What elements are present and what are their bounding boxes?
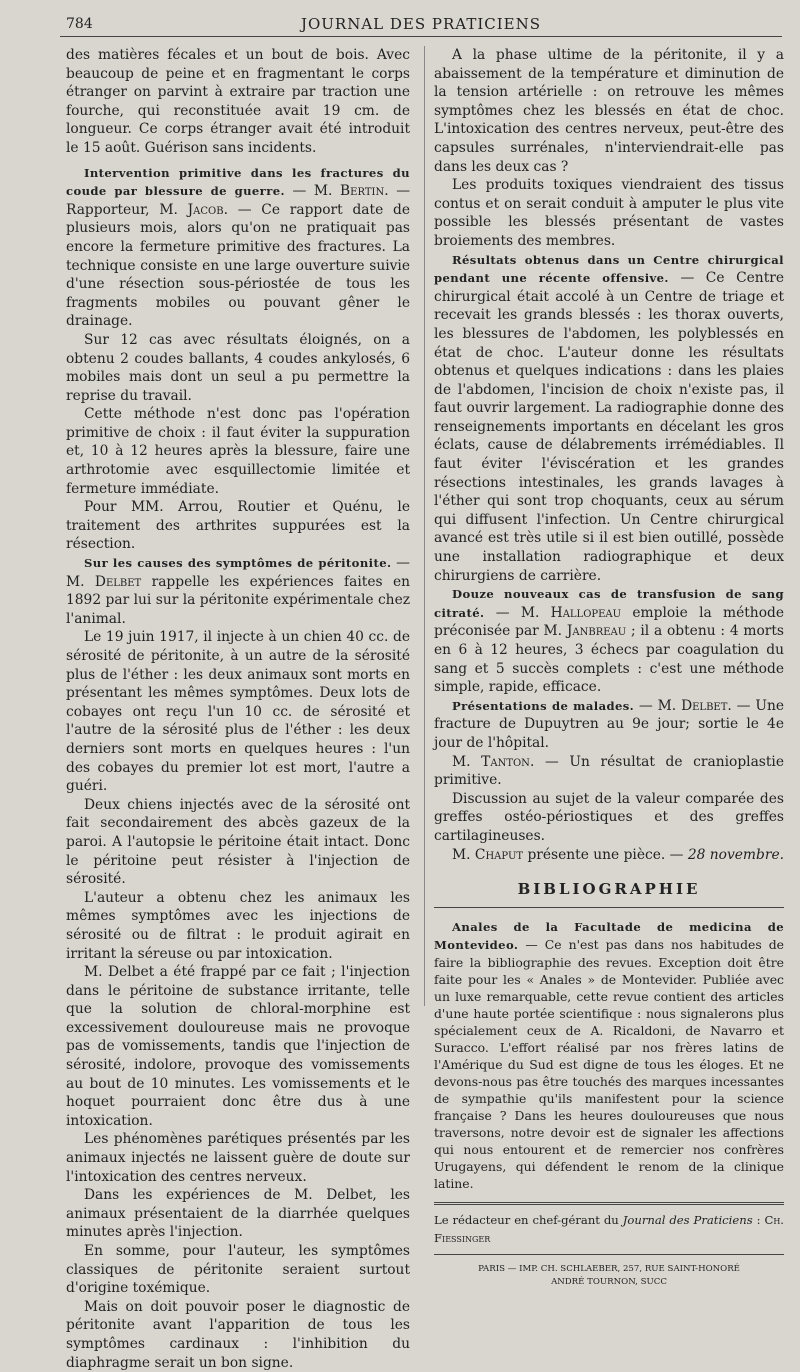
author-name: Jacob: [187, 201, 224, 218]
paragraph: Discussion au sujet de la valeur comparée des greffes ostéo-périostiques et des greffes cartilagineuses.: [434, 790, 784, 844]
author-name: Bertin: [340, 183, 385, 200]
paragraph: Le 19 juin 1917, il injecte à un chien 40 cc. de sérosité de péritonite, à un autre de la sérosité plus de l'éther : les deux animaux sont morts en présentant les mêmes symptômes. Deux lots de cobayes ont reçu l'un 10 cc. de sérosité et l'autre de la sérosité plus de l'éther : les deux derniers sont morts en quelques heures : l'un des cobayes du premier lot est mort, l'autre a guéri.: [66, 629, 410, 795]
paragraph: Sur les causes des symptômes de péritonite. — M. Delbet rappelle les expériences faites en 1892 par lui sur la péritonite expérimentale chez l'animal.: [66, 555, 410, 627]
paragraph: M. Chaput présente une pièce. — 28 novembre.: [452, 846, 784, 863]
imprint-line: PARIS — IMP. CH. SCHLAEBER, 257, RUE SAINT-HONORÉ: [478, 1263, 740, 1274]
author-name: Hallopeau: [550, 604, 622, 621]
imprint-line: ANDRÉ TOURNON, SUCC: [551, 1276, 667, 1287]
paragraph: Résultats obtenus dans un Centre chirurgical pendant une récente offensive. — Ce Centre chirurgical était accolé à un Centre de triage et recevait les grands blessés : les thorax ouverts, les blessures de l'abdomen, les polyblessés en état de choc. L'auteur donne les résultats obtenus et quelques indications : dans les plaies de l'abdomen, l'incision de choix n'existe pas, il faut ouvrir largement. La radiographie donne des renseignements importants en décelant les gros éclats, cause de délabrements irrémédiables. Il faut éviter l'éviscération et les grandes résections intestinales, les grands lavages à l'éther qui sont trop choquants, ceux au sérum qui diffusent l'infection. Un Centre chirurgical avancé est très utile si il est bien outillé, possède une installation radiographique et deux chirurgiens de carrière.: [434, 252, 784, 584]
page-number: 784: [66, 16, 93, 32]
section-heading: Anales de la Facultade de medicina de Montevideo.: [434, 919, 784, 952]
paragraph: En somme, pour l'auteur, les symptômes classiques de péritonite seraient surtout d'origine toxémique.: [66, 1243, 410, 1297]
section-heading: Douze nouveaux cas de transfusion de sang citraté.: [434, 587, 784, 620]
bibliography-rule: [434, 907, 784, 908]
section-heading: Présentations de malades.: [452, 698, 635, 713]
date: 28 novembre.: [687, 846, 784, 863]
paragraph: Douze nouveaux cas de transfusion de sang citraté. — M. Hallopeau emploie la méthode préconisée par M. Janbreau ; il a obtenu : 4 morts en 6 à 12 heures, 3 échecs par coagulation du sang et 5 succès complets : c'est une méthode simple, rapide, efficace.: [434, 587, 784, 696]
paragraph: Deux chiens injectés avec de la sérosité ont fait secondairement des abcès gazeux de la paroi. A l'autopsie le péritoine était intact. Donc le péritoine peut résister à l'injection de sérosité.: [66, 796, 410, 888]
editor-line: Le rédacteur en chef-gérant du Journal des Praticiens : Ch. Fiessinger: [434, 1212, 784, 1246]
page-header: [60, 12, 782, 37]
journal-title: JOURNAL DES PRATICIENS: [300, 15, 542, 33]
column-divider: [424, 46, 425, 1006]
left-column: [66, 46, 410, 1372]
author-name: Janbreau: [566, 623, 627, 640]
paragraph: des matières fécales et un bout de bois. Avec beaucoup de peine et en fragmentant le corps étranger on parvint à extraire par traction une fourche, qui reconstituée avait 19 cm. de longueur. Ce corps étranger avait été introduit le 15 août. Guérison sans incidents.: [66, 47, 410, 156]
paragraph: A la phase ultime de la péritonite, il y a abaissement de la température et diminution de la tension artérielle : on retrouve les mêmes symptômes chez les blessés en état de choc. L'intoxication des centres nerveux, peut-être des capsules surrénales, n'interviendrait-elle pas dans les deux cas ?: [434, 47, 784, 175]
right-column: [434, 46, 784, 1289]
footer-rule: [434, 1254, 784, 1255]
paragraph: Sur 12 cas avec résultats éloignés, on a obtenu 2 coudes ballants, 4 coudes ankylosés, 6 mobiles mais dont un seul a pu permettre la reprise du travail.: [66, 331, 410, 404]
section-heading: Sur les causes des symptômes de péritonite.: [84, 556, 392, 571]
author-name: Chaput: [474, 846, 524, 863]
footer-rule: [434, 1202, 784, 1205]
paragraph: M. Tanton. — Un résultat de cranioplastie primitive.: [434, 753, 784, 789]
paragraph: M. Delbet a été frappé par ce fait ; l'injection dans le péritoine de substance irritante, telle que la solution de chloral-morphine est excessivement douloureuse mais ne provoque pas de vomissements, tandis que l'injection de sérosité, indolore, provoque des vomissements au bout de 10 minutes. Les vomissements et le hoquet pourraient donc être dus à une intoxication.: [66, 964, 410, 1129]
paragraph: L'auteur a obtenu chez les animaux les mêmes symptômes avec les injections de sérosité ou de filtrat : le produit agirait en irritant la séreuse ou par intoxication.: [66, 889, 410, 962]
paragraph: Les phénomènes parétiques présentés par les animaux injectés ne laissent guère de doute sur l'intoxication des centres nerveux.: [66, 1131, 410, 1185]
paragraph: Pour MM. Arrou, Routier et Quénu, le traitement des arthrites suppurées est la résection.: [66, 499, 410, 553]
bibliography-title: BIBLIOGRAPHIE: [517, 880, 701, 899]
bibliography-entry: Anales de la Facultade de medicina de Montevideo. — Ce n'est pas dans nos habitudes de faire la bibliographie des revues. Exception doit être faite pour les « Anales » de Montevider. Publiée avec un luxe remarquable, cette revue contient des articles d'une haute portée scientifique : nous signalerons plus spécialement ceux de A. Ricaldoni, de Navarro et Suracco. L'effort réalisé par nos frères latins de l'Amérique du Sud est digne de tous les éloges. Et ne devons-nous pas être touchés des marques incessantes de sympathie qu'ils manifestent pour la science française ? Dans les heures douloureuses que nous traversons, notre devoir est de signaler les affections qui nous entourent et de remercier nos confrères Urugayens, qui défendent le renom de la clinique latine.: [434, 919, 784, 1191]
author-name: Tanton: [481, 753, 530, 770]
paragraph: Dans les expériences de M. Delbet, les animaux présentaient de la diarrhée quelques minutes après l'injection.: [66, 1187, 410, 1241]
author-name: Delbet: [681, 697, 728, 714]
paragraph: Intervention primitive dans les fractures du coude par blessure de guerre. — M. Bertin. — Rapporteur, M. Jacob. — Ce rapport date de plusieurs mois, alors qu'on ne pratiquait pas encore la fermeture primitive des fractures. La technique consiste en une large ouverture suivie d'une résection sous-périostée de tous les fragments mobiles ou pouvant gêner le drainage.: [66, 165, 411, 330]
section-heading: Intervention primitive dans les fractures du coude par blessure de guerre.: [66, 165, 410, 199]
paragraph: Les produits toxiques viendraient des tissus contus et on serait conduit à amputer le plus vite possible les blessés présentant de vastes broiements des membres.: [434, 177, 784, 249]
section-heading: Résultats obtenus dans un Centre chirurgical pendant une récente offensive.: [434, 252, 784, 286]
paragraph: Mais on doit pouvoir poser le diagnostic de péritonite avant l'apparition de tous les symptômes cardinaux : l'inhibition du diaphragme serait un bon signe.: [66, 1298, 410, 1371]
paragraph: Cette méthode n'est donc pas l'opération primitive de choix : il faut éviter la suppuration et, 10 à 12 heures après la blessure, faire une arthrotomie avec esquillectomie limitée et fermeture immédiate.: [66, 406, 410, 497]
author-name: Delbet: [94, 573, 142, 590]
paragraph: Présentations de malades. — M. Delbet. — Une fracture de Dupuytren au 9e jour; sortie le 4e jour de l'hôpital.: [434, 697, 784, 751]
